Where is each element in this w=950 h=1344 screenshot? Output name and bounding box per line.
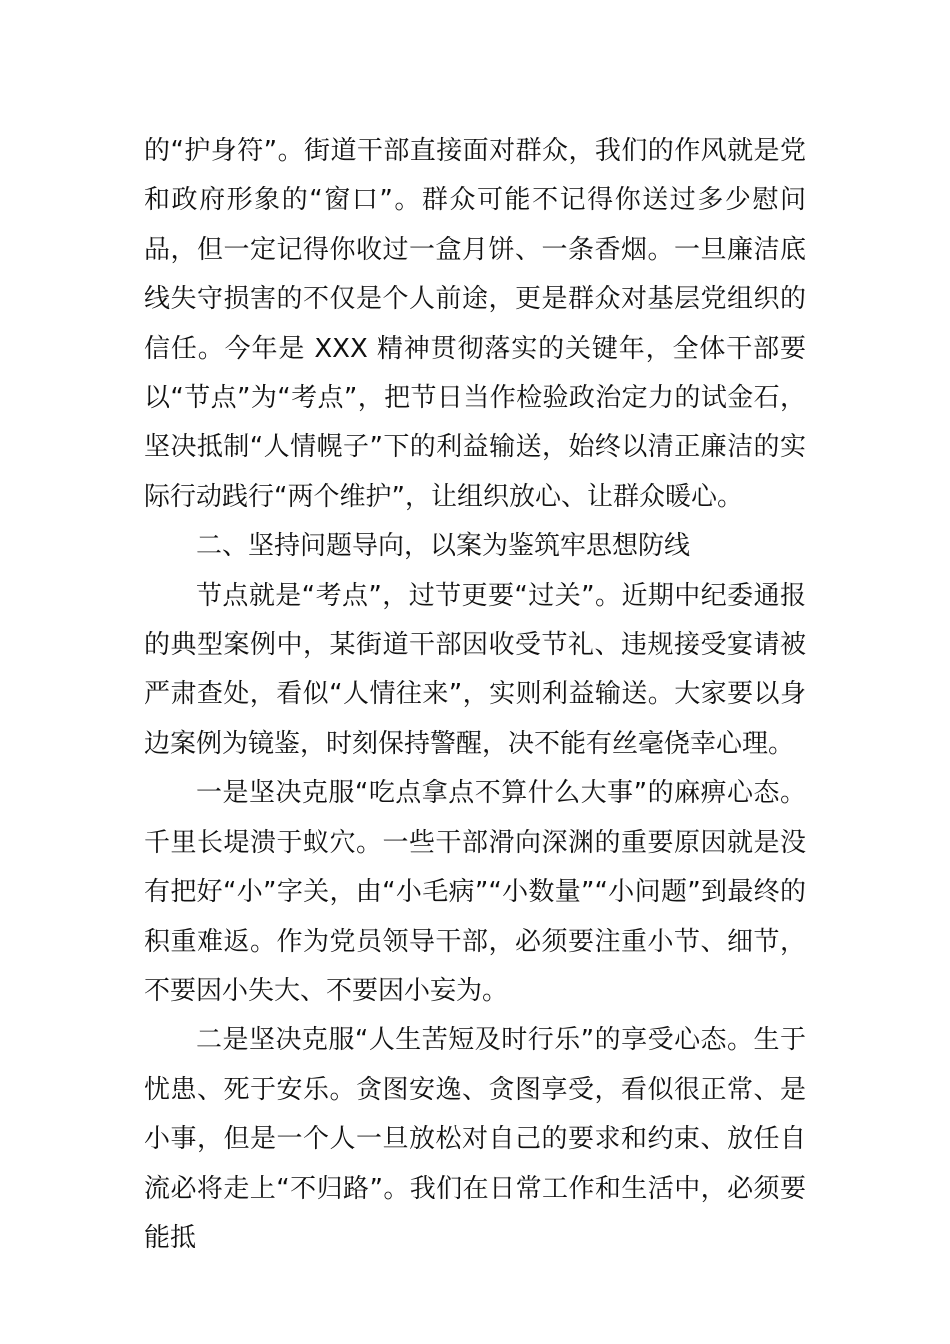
paragraph: 一是坚决克服“吃点拿点不算什么大事”的麻痹心态。千里长堤溃于蚁穴。一些干部滑向深渊的重要原因就是没有把好“小”字关，由“小毛病”“小数量”“小问题”到最终的积重难返。作为党员领导干部，必须要注重小节、细节，不要因小失大、不要因小妄为。 — [144, 778, 806, 1006]
document-body — [144, 127, 806, 1263]
paragraph: 节点就是“考点”，过节更要“过关”。近期中纪委通报的典型案例中，某街道干部因收受节礼、违规接受宴请被严肃查处，看似“人情往来”，实则利益输送。大家要以身边案例为镜鉴，时刻保持警醒，决不能有丝毫侥幸心理。 — [144, 580, 806, 759]
paragraph: 二是坚决克服“人生苦短及时行乐”的享受心态。生于忧患、死于安乐。贪图安逸、贪图享受，看似很正常、是小事，但是一个人一旦放松对自己的要求和约束、放任自流必将走上“不归路”。我们在日常工作和生活中，必须要能抵 — [144, 1025, 806, 1253]
section-heading: 二、坚持问题导向，以案为鉴筑牢思想防线 — [196, 531, 691, 562]
paragraph-continuation: 的“护身符”。街道干部直接面对群众，我们的作风就是党和政府形象的“窗口”。群众可能不记得你送过多少慰问品，但一定记得你收过一盒月饼、一条香烟。一旦廉洁底线失守损害的不仅是个人前途，更是群众对基层党组织的信任。今年是 XXX 精神贯彻落实的关键年，全体干部要以“节点”为“考点”，把节日当作检验政治定力的试金石，坚决抵制“人情幌子”下的利益输送，始终以清正廉洁的实际行动践行“两个维护”，让组织放心、让群众暖心。 — [144, 136, 806, 512]
